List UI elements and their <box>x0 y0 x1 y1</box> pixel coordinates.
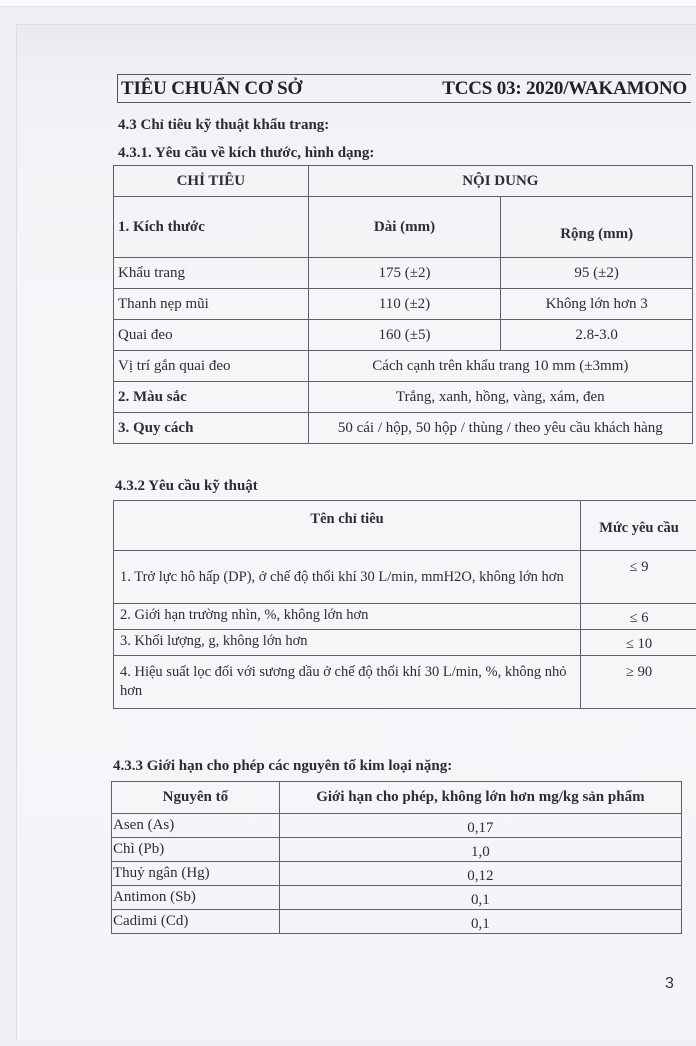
row-length: 175 (±2) <box>308 258 501 289</box>
page-number: 3 <box>665 975 674 992</box>
tech-section-title: 4.3.2 Yêu cầu kỹ thuật <box>115 478 258 494</box>
heavy-metals-table <box>111 781 682 934</box>
row-length: 110 (±2) <box>308 289 501 320</box>
section-title: 4.3 Chỉ tiêu kỹ thuật khẩu trang: <box>118 117 330 133</box>
table-header-row <box>114 166 693 197</box>
metal-section-title: 4.3.3 Giới hạn cho phép các nguyên tố kim loại nặng: <box>113 758 453 774</box>
row-width: 95 (±2) <box>501 258 693 289</box>
element-limit: 0,1 <box>279 886 681 910</box>
row-name: 4. Hiệu suất lọc đối với sương dầu ở chế độ thổi khí 30 L/min, %, không nhỏ hơn <box>114 656 581 709</box>
content-header: NỘI DUNG <box>308 166 692 197</box>
element-name: Thuỷ ngân (Hg) <box>112 862 280 886</box>
size-group-label: 1. Kích thước <box>114 197 309 258</box>
table-row <box>114 656 696 709</box>
element-limit: 0,17 <box>279 814 681 838</box>
row-name: Thanh nẹp mũi <box>114 289 309 320</box>
table-header-row <box>114 501 696 551</box>
element-limit: 1,0 <box>279 838 681 862</box>
table-row <box>112 862 682 886</box>
row-name: Khẩu trang <box>114 258 309 289</box>
element-name: Chì (Pb) <box>112 838 280 862</box>
table-row <box>114 382 693 413</box>
standard-code: TCCS 03: 2020/WAKAMONO <box>442 77 687 99</box>
table-row <box>114 258 693 289</box>
element-limit: 0,1 <box>279 910 681 934</box>
row-name: 2. Màu sắc <box>114 382 309 413</box>
document-header <box>117 74 691 103</box>
table-row <box>114 630 696 656</box>
width-header: Rộng (mm) <box>501 197 693 258</box>
row-value: ≤ 6 <box>581 604 696 630</box>
name-header: Tên chỉ tiêu <box>114 501 581 551</box>
row-width: Không lớn hơn 3 <box>501 289 693 320</box>
row-value: Cách cạnh trên khẩu trang 10 mm (±3mm) <box>308 351 692 382</box>
row-name: 3. Quy cách <box>114 413 309 444</box>
row-value: 50 cái / hộp, 50 hộp / thùng / theo yêu cầu khách hàng <box>308 413 692 444</box>
limit-header: Giới hạn cho phép, không lớn hơn mg/kg sản phẩm <box>279 782 681 814</box>
length-header: Dài (mm) <box>308 197 501 258</box>
level-header: Mức yêu cầu <box>581 501 696 551</box>
table-row <box>114 289 693 320</box>
element-name: Cadimi (Cd) <box>112 910 280 934</box>
row-name: Quai đeo <box>114 320 309 351</box>
standard-type: TIÊU CHUẨN CƠ SỞ <box>121 77 303 99</box>
table-row <box>114 351 693 382</box>
element-header: Nguyên tố <box>112 782 280 814</box>
row-name: Vị trí gắn quai đeo <box>114 351 309 382</box>
table-row <box>114 551 696 604</box>
size-shape-table <box>113 165 693 444</box>
table-row <box>112 886 682 910</box>
row-name: 1. Trở lực hô hấp (DP), ở chế độ thổi khí 30 L/min, mmH2O, không lớn hơn <box>114 551 581 604</box>
row-name: 2. Giới hạn trường nhìn, %, không lớn hơn <box>114 604 581 630</box>
table-row <box>114 604 696 630</box>
row-value: Trắng, xanh, hồng, vàng, xám, đen <box>308 382 692 413</box>
table-row <box>112 814 682 838</box>
table-header-row <box>112 782 682 814</box>
criteria-header: CHỈ TIÊU <box>114 166 309 197</box>
element-name: Asen (As) <box>112 814 280 838</box>
row-value: ≤ 9 <box>581 551 696 604</box>
table-row <box>114 197 693 258</box>
row-name: 3. Khối lượng, g, không lớn hơn <box>114 630 581 656</box>
element-limit: 0,12 <box>279 862 681 886</box>
element-name: Antimon (Sb) <box>112 886 280 910</box>
row-value: ≤ 10 <box>581 630 696 656</box>
viewer-top-strip <box>0 0 696 7</box>
row-value: ≥ 90 <box>581 656 696 709</box>
table-row <box>114 320 693 351</box>
table-row <box>112 910 682 934</box>
table-row <box>114 413 693 444</box>
row-width: 2.8-3.0 <box>501 320 693 351</box>
technical-requirements-table <box>113 500 696 709</box>
row-length: 160 (±5) <box>308 320 501 351</box>
table-row <box>112 838 682 862</box>
size-section-title: 4.3.1. Yêu cầu về kích thước, hình dạng: <box>118 145 375 161</box>
